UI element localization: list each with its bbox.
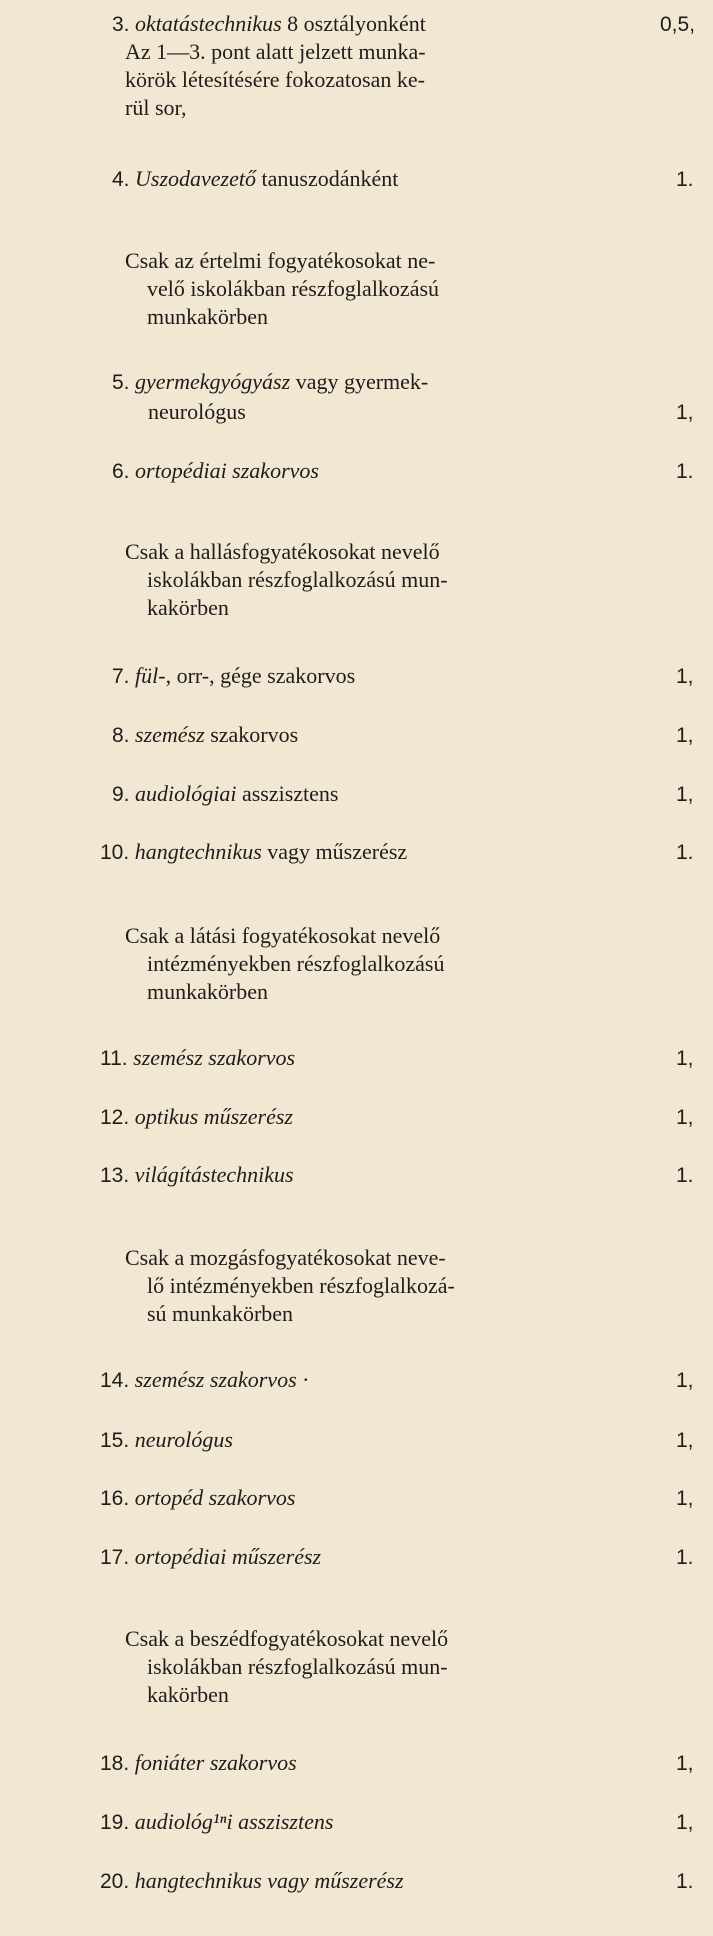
- item-value: 1,: [676, 724, 694, 747]
- item-value: 1.: [676, 841, 694, 864]
- list-item-16: 16. ortopéd szakorvos: [100, 1485, 296, 1510]
- list-item-4: 4. Uszodavezető tanuszodánként: [112, 166, 399, 191]
- list-item-7: 7. fül-, orr-, gége szakorvos: [112, 663, 356, 688]
- item-value: 1,: [676, 1487, 694, 1510]
- list-item-10: 10. hangtechnikus vagy műszerész: [100, 839, 408, 864]
- item-value: 1,: [676, 401, 694, 424]
- item-value: 1,: [676, 1369, 694, 1392]
- list-item-9: 9. audiológiai asszisztens: [112, 781, 339, 806]
- note-motor: Csak a mozgásfogyatékosokat neve- lő intézményekben részfoglalkozá- sú munkakörben: [125, 1245, 455, 1326]
- note-speech: Csak a beszédfogyatékosokat nevelő iskolákban részfoglalkozású mun- kakörben: [125, 1626, 449, 1707]
- note-hearing: Csak a hallásfogyatékosokat nevelő iskolákban részfoglalkozású mun- kakörben: [125, 539, 448, 620]
- item-text: 8 osztályonként: [281, 11, 426, 36]
- list-item-11: 11. szemész szakorvos: [100, 1045, 296, 1070]
- list-item-14: 14. szemész szakorvos ·: [100, 1367, 310, 1392]
- list-item-19: 19. audiológ¹ⁿi asszisztens: [100, 1809, 334, 1834]
- item-value: 1.: [676, 1164, 694, 1187]
- note-intellectual: Csak az értelmi fogyatékosokat ne- velő iskolákban részfoglalkozású munkakörben: [125, 248, 440, 329]
- item-value: 1.: [676, 460, 694, 483]
- list-item-8: 8. szemész szakorvos: [112, 722, 299, 747]
- note-visual: Csak a látási fogyatékosokat nevelő intézményekben részfoglalkozású munkakörben: [125, 923, 445, 1004]
- list-item-17: 17. ortopédiai műszerész: [100, 1544, 322, 1569]
- item-value: 1,: [676, 783, 694, 806]
- list-item-15: 15. neurológus: [100, 1427, 233, 1452]
- item-value: 1,: [676, 1106, 694, 1129]
- list-item-13: 13. világítástechnikus: [100, 1162, 294, 1187]
- list-item-5: 5. gyermekgyógyász vagy gyermek-: [112, 369, 429, 394]
- item-value: 0,5,: [660, 13, 696, 36]
- item-value: 1,: [676, 1429, 694, 1452]
- item-value: 1,: [676, 665, 694, 688]
- item-value: 1.: [676, 168, 694, 191]
- note-rollout: Az 1—3. pont alatt jelzett munka- körök létesítésére fokozatosan ke- rül sor,: [125, 39, 426, 120]
- item-title: oktatástechnikus: [135, 11, 282, 36]
- item-value: 1,: [676, 1752, 694, 1775]
- list-item-18: 18. foniáter szakorvos: [100, 1750, 297, 1775]
- item-value: 1,: [676, 1811, 694, 1834]
- list-item-12: 12. optikus műszerész: [100, 1104, 293, 1129]
- list-item-20: 20. hangtechnikus vagy műszerész: [100, 1868, 404, 1893]
- item-value: 1,: [676, 1047, 694, 1070]
- list-item-6: 6. ortopédiai szakorvos: [112, 458, 319, 483]
- list-item-3: [112, 10, 426, 39]
- item-value: 1.: [676, 1546, 694, 1569]
- item-text-continued: neurológus: [148, 399, 246, 424]
- item-number: 3.: [112, 13, 130, 36]
- item-value: 1.: [676, 1870, 694, 1893]
